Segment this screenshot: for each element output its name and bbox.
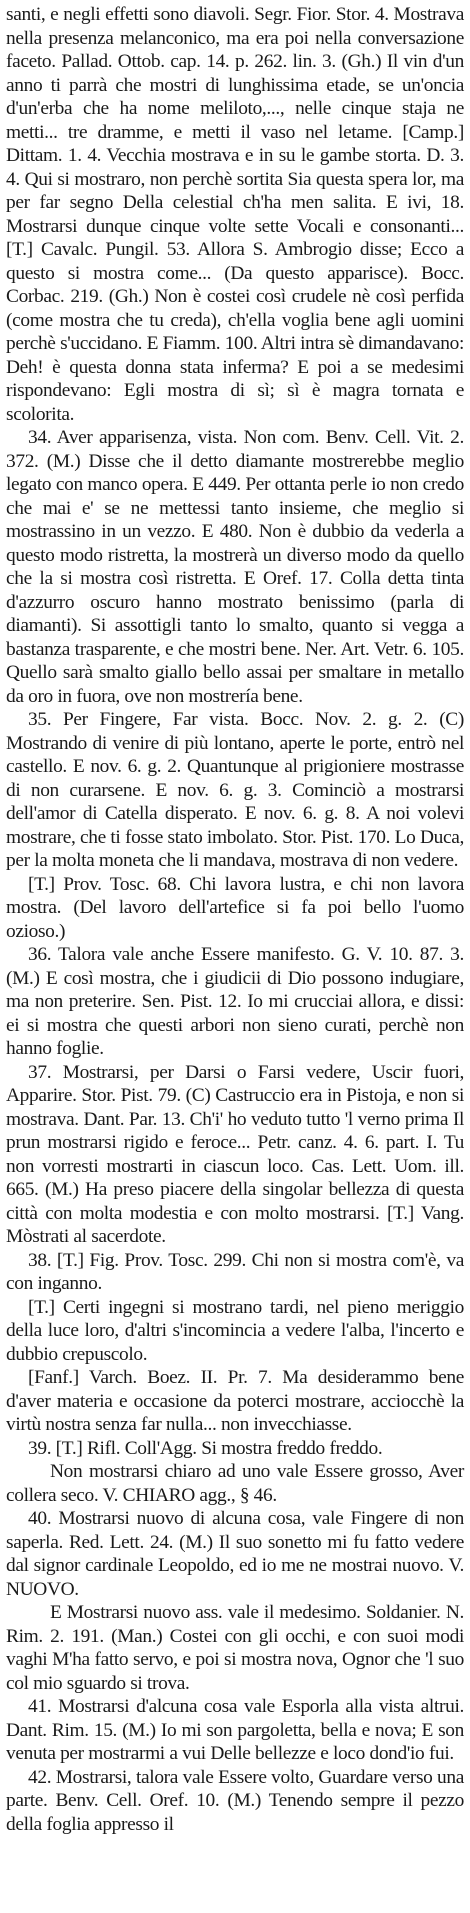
paragraph-non-mostrarsi: Non mostrarsi chiaro ad uno vale Essere grosso, Aver collera seco. V. CHIARO agg., § 46. (6, 1461, 464, 1506)
paragraph-sense-42: 42. Mostrarsi, talora vale Essere volto, Guardare verso una parte. Benv. Cell. Oref. 10. (M.) Tenendo sempre il pezzo della foglia appresso il (6, 1766, 464, 1835)
paragraph-continuation: santi, e negli effetti sono diavoli. Segr. Fior. Stor. 4. Mostrava nella presenza melanconico, ma era poi nella conversazione faceto. Pallad. Ottob. cap. 14. p. 262. lin. 3. (Gh.) Il vin d'un anno ti parrà che mostri di lunghissima etade, se un'oncia d'un'erba che ha nome meliloto,..., nelle cinque staja ne metti... tre dramme, e metti il vaso nel letame. [Camp.] Dittam. 1. 4. Vecchia mostrava e in su le gambe storta. D. 3. 4. Qui si mostraro, non perchè sortita Sia questa spera lor, ma per far segno Della celestial ch'ha men salita. E ivi, 18. Mostrarsi dunque cinque volte sette Vocali e consonanti... [T.] Cavalc. Pungil. 53. Allora S. Ambrogio disse; Ecco a questo si mostra come... (Da questo apparisce). Bocc. Corbac. 219. (Gh.) Non è costei così crudele nè così perfida (come mostra che tu creda), ch'ella voglia bene agli uomini perchè s'uccidano. E Fiamm. 100. Altri intra sè dimandavano: Deh! è questa donna stata inferma? E poi a se medesimi rispondevano: Egli mostra di sì; sì è magra tornata e scolorita. (6, 4, 464, 425)
paragraph-ingegni: [T.] Certi ingegni si mostrano tardi, nel pieno meriggio della luce loro, d'altri s'incomincia a vedere l'alba, l'incerto e dubbio crepuscolo. (6, 1296, 464, 1365)
paragraph-sense-36: 36. Talora vale anche Essere manifesto. G. V. 10. 87. 3. (M.) E così mostra, che i giudicii di Dio possono indugiare, ma non preterire. Sen. Pist. 12. Io mi crucciai allora, e dissi: ei si mostra che questi arbori non sieno curati, perchè non hanno foglie. (6, 944, 464, 1059)
paragraph-sense-41: 41. Mostrarsi d'alcuna cosa vale Esporla alla vista altrui. Dant. Rim. 15. (M.) Io mi son pargoletta, bella e nova; E son venuta per mostrarmi a vui Delle bellezze e loco dond'io fui. (6, 1696, 464, 1764)
paragraph-mostrarsi-nuovo: E Mostrarsi nuovo ass. vale il medesimo. Soldanier. N. Rim. 2. 191. (Man.) Costei con gli occhi, e con suoi modi vaghi M'ha fatto servo, e poi si mostra nova, Ognor che 'l suo col mio sguardo si trova. (6, 1602, 464, 1694)
paragraph-sense-39: 39. [T.] Rifl. Coll'Agg. Si mostra freddo freddo. (28, 1437, 383, 1459)
paragraph-sense-37: 37. Mostrarsi, per Darsi o Farsi vedere, Uscir fuori, Apparire. Stor. Pist. 79. (C) Castruccio era in Pistoja, e non si mostrava. Dant. Par. 13. Ch'i' ho veduto tutto 'l verno prima Il prun mostrarsi rigido e feroce... Petr. canz. 4. 6. part. I. Tu non vorresti mostrarti in ciascun loco. Cas. Lett. Uom. ill. 665. (M.) Ha preso piacere della singolar bellezza di questa città con molta modestia e con molto mostrarsi. [T.] Vang. Mòstrati al sacerdote. (6, 1061, 464, 1247)
paragraph-sense-38: 38. [T.] Fig. Prov. Tosc. 299. Chi non si mostra com'è, va con inganno. (6, 1249, 464, 1294)
paragraph-fanf: [Fanf.] Varch. Boez. II. Pr. 7. Ma desiderammo bene d'aver materia e occasione da poterci mostrare, acciocchè la virtù nostra senza far nulla... non invecchiasse. (6, 1367, 464, 1435)
paragraph-sense-34: 34. Aver apparisenza, vista. Non com. Benv. Cell. Vit. 2. 372. (M.) Disse che il detto diamante mostrerebbe meglio legato con manco opera. E 449. Per ottanta perle io non credo che mai e' se ne mettessi tanto insieme, che meglio si mostrassino in un vezzo. E 480. Non è dubbio da vederla a questo modo ristretta, la mostrerà un diverso modo da quello che la si mostra così ristretta. E Oref. 17. Colla detta tinta d'azzurro oscuro hanno mostrato benissimo (parla di diamanti). Si assottigli tanto lo smalto, quanto si vegga a bastanza trasparente, e che mostri bene. Ner. Art. Vetr. 6. 105. Quello sarà smalto giallo bello assai per smaltare in metallo da oro in fuora, ove non mostrería bene. (6, 427, 464, 707)
paragraph-sense-40: 40. Mostrarsi nuovo di alcuna cosa, vale Fingere di non saperla. Red. Lett. 24. (M.) Il suo sonetto mi fu fatto vedere dal signor cardinale Leopoldo, ed io me ne mostrai nuovo. V. NUOVO. (6, 1508, 464, 1600)
paragraph-sense-35: 35. Per Fingere, Far vista. Bocc. Nov. 2. g. 2. (C) Mostrando di venire di più lontano, aperte le porte, entrò nel castello. E nov. 6. g. 2. Quantunque al prigioniere mostrasse di non curarsene. E nov. 6. g. 3. Cominciò a mostrarsi dell'amor di Catella disperato. E nov. 6. g. 8. A noi volevi mostrare, che ti fosse stato imbolato. Stor. Pist. 170. Lo Duca, per la molta moneta che li mandava, mostrava di non vedere. (6, 709, 464, 871)
paragraph-proverb: [T.] Prov. Tosc. 68. Chi lavora lustra, e chi non lavora mostra. (Del lavoro dell'artefice si fa poi bello l'uomo ozioso.) (6, 873, 464, 942)
